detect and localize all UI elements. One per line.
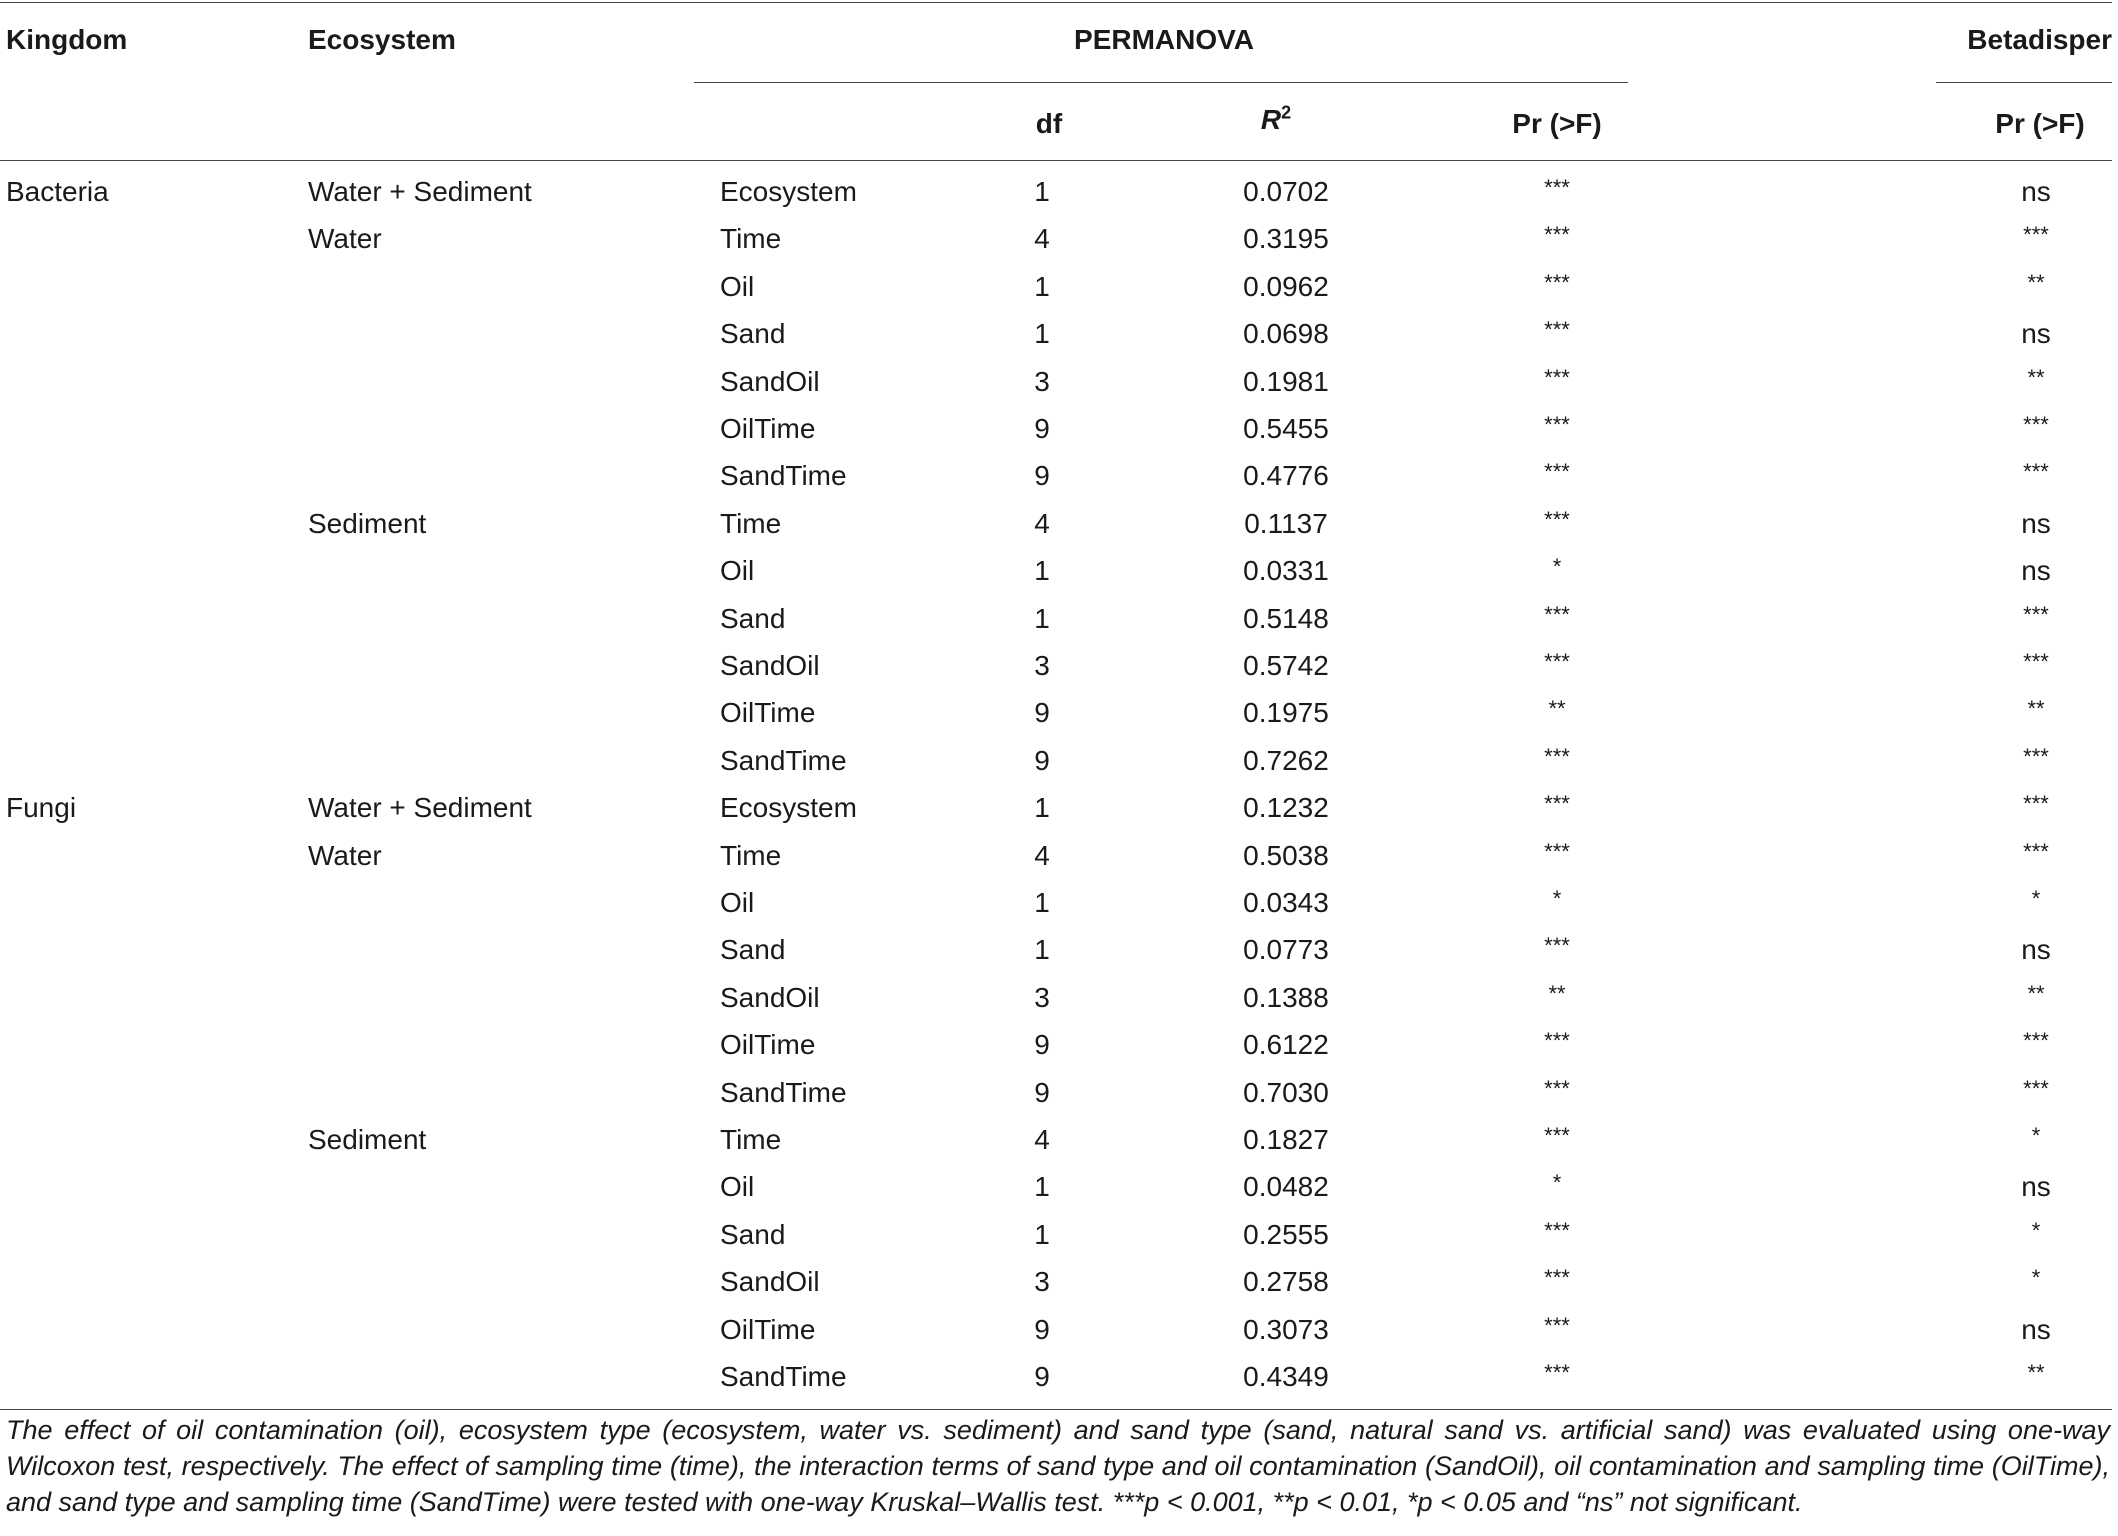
row-pr-f: ***	[1544, 175, 1570, 200]
row-df: 9	[1034, 1029, 1050, 1060]
row-factor: Sand	[720, 1219, 786, 1250]
table-row	[0, 1124, 2112, 1171]
header-pr-f-betadisper: Pr (>F)	[1995, 108, 2085, 139]
row-pr-f: ***	[1544, 1313, 1570, 1338]
row-pr-f: ***	[1544, 459, 1570, 484]
row-df: 3	[1034, 982, 1050, 1013]
table-row	[0, 318, 2112, 365]
row-factor: Ecosystem	[720, 792, 857, 823]
row-betadisper-pr-f: ns	[2021, 318, 2051, 349]
row-betadisper-pr-f: ns	[2021, 1171, 2051, 1202]
row-r2: 0.2555	[1243, 1219, 1329, 1250]
row-betadisper-pr-f: **	[2027, 981, 2045, 1006]
table-row	[0, 840, 2112, 887]
row-betadisper-pr-f: ***	[2023, 1076, 2049, 1101]
row-factor: Ecosystem	[720, 176, 857, 207]
table-row	[0, 366, 2112, 413]
table-row	[0, 223, 2112, 270]
row-df: 1	[1034, 555, 1050, 586]
row-pr-f: **	[1548, 981, 1566, 1006]
row-betadisper-pr-f: **	[2027, 696, 2045, 721]
row-df: 9	[1034, 697, 1050, 728]
row-factor: Oil	[720, 555, 755, 586]
row-factor: SandOil	[720, 366, 820, 397]
row-df: 9	[1034, 413, 1050, 444]
row-r2: 0.1975	[1243, 697, 1329, 728]
row-pr-f: ***	[1544, 1360, 1570, 1385]
row-betadisper-pr-f: *	[2031, 1265, 2041, 1290]
row-factor: OilTime	[720, 1314, 816, 1345]
row-df: 1	[1034, 934, 1050, 965]
row-factor: Oil	[720, 887, 755, 918]
row-betadisper-pr-f: ns	[2021, 176, 2051, 207]
row-factor: OilTime	[720, 413, 816, 444]
row-df: 1	[1034, 1171, 1050, 1202]
row-betadisper-pr-f: ***	[2023, 602, 2049, 627]
row-pr-f: *	[1552, 1170, 1562, 1195]
row-r2: 0.1981	[1243, 366, 1329, 397]
row-pr-f: ***	[1544, 1076, 1570, 1101]
row-betadisper-pr-f: ***	[2023, 791, 2049, 816]
table-row	[0, 1029, 2112, 1076]
row-r2: 0.1137	[1244, 508, 1328, 539]
row-r2: 0.3195	[1243, 223, 1329, 254]
row-pr-f: **	[1548, 696, 1566, 721]
table-row	[0, 745, 2112, 792]
table-row	[0, 697, 2112, 744]
table-row	[0, 887, 2112, 934]
table-row	[0, 176, 2112, 223]
row-betadisper-pr-f: ***	[2023, 744, 2049, 769]
row-factor: OilTime	[720, 1029, 816, 1060]
row-betadisper-pr-f: ***	[2023, 649, 2049, 674]
table-bottom-rule	[0, 1409, 2112, 1410]
row-pr-f: *	[1552, 554, 1562, 579]
permanova-subrule	[694, 82, 1628, 83]
betadisper-subrule	[1936, 82, 2112, 83]
row-factor: Time	[720, 1124, 782, 1155]
row-r2: 0.3073	[1243, 1314, 1329, 1345]
row-r2: 0.5455	[1243, 413, 1329, 444]
row-betadisper-pr-f: *	[2031, 1123, 2041, 1148]
header-r2-sup: 2	[1281, 102, 1292, 123]
row-pr-f: ***	[1544, 1218, 1570, 1243]
row-factor: SandOil	[720, 650, 820, 681]
table-row	[0, 792, 2112, 839]
row-df: 3	[1034, 650, 1050, 681]
row-pr-f: ***	[1544, 602, 1570, 627]
row-df: 9	[1034, 1361, 1050, 1392]
row-df: 4	[1034, 223, 1050, 254]
row-pr-f: ***	[1544, 1265, 1570, 1290]
row-betadisper-pr-f: ***	[2023, 412, 2049, 437]
table-row	[0, 982, 2112, 1029]
row-r2: 0.5148	[1243, 603, 1329, 634]
row-df: 4	[1034, 840, 1050, 871]
row-betadisper-pr-f: **	[2027, 365, 2045, 390]
row-pr-f: ***	[1544, 507, 1570, 532]
row-betadisper-pr-f: ***	[2023, 839, 2049, 864]
row-factor: SandTime	[720, 745, 847, 776]
table-row	[0, 1314, 2112, 1361]
row-ecosystem: Water	[308, 840, 382, 871]
row-r2: 0.4776	[1243, 460, 1329, 491]
row-df: 9	[1034, 460, 1050, 491]
row-df: 1	[1034, 176, 1050, 207]
row-ecosystem: Water	[308, 223, 382, 254]
row-betadisper-pr-f: *	[2031, 1218, 2041, 1243]
row-r2: 0.1232	[1243, 792, 1329, 823]
table-row	[0, 1171, 2112, 1218]
row-kingdom: Bacteria	[6, 176, 109, 207]
row-df: 3	[1034, 1266, 1050, 1297]
row-betadisper-pr-f: *	[2031, 886, 2041, 911]
row-betadisper-pr-f: ns	[2021, 934, 2051, 965]
table-row	[0, 1077, 2112, 1124]
table-row	[0, 413, 2112, 460]
row-betadisper-pr-f: ns	[2021, 555, 2051, 586]
row-df: 4	[1034, 1124, 1050, 1155]
table-footnote: The effect of oil contamination (oil), ecosystem type (ecosystem, water vs. sediment) and sand type (sand, natural sand vs. artificial sand) was evaluated using one-way Wilcoxon test, respectively. The effect of sampling time (time), the interaction terms of sand type and oil contamination (SandOil), oil contamination and sampling time (OilTime), and sand type and sampling time (SandTime) were tested with one-way Kruskal–Wallis test. ***p < 0.001, **p < 0.01, *p < 0.05 and “ns” not significant.	[6, 1415, 2110, 1517]
table-row	[0, 271, 2112, 318]
row-factor: Time	[720, 223, 782, 254]
row-ecosystem: Sediment	[308, 1124, 427, 1155]
row-factor: SandTime	[720, 460, 847, 491]
header-betadisper: Betadisper	[1967, 24, 2112, 55]
row-factor: Time	[720, 840, 782, 871]
row-factor: Oil	[720, 271, 755, 302]
row-pr-f: ***	[1544, 744, 1570, 769]
row-betadisper-pr-f: **	[2027, 1360, 2045, 1385]
row-betadisper-pr-f: ***	[2023, 222, 2049, 247]
row-r2: 0.0773	[1243, 934, 1329, 965]
row-betadisper-pr-f: **	[2027, 270, 2045, 295]
row-r2: 0.6122	[1243, 1029, 1329, 1060]
row-betadisper-pr-f: ns	[2021, 1314, 2051, 1345]
row-pr-f: ***	[1544, 412, 1570, 437]
row-df: 9	[1034, 1314, 1050, 1345]
row-pr-f: ***	[1544, 649, 1570, 674]
row-factor: SandTime	[720, 1077, 847, 1108]
row-df: 1	[1034, 271, 1050, 302]
table-top-rule	[0, 2, 2112, 3]
row-r2: 0.0343	[1243, 887, 1329, 918]
row-df: 1	[1034, 318, 1050, 349]
row-df: 9	[1034, 745, 1050, 776]
header-kingdom: Kingdom	[6, 24, 128, 55]
row-r2: 0.0482	[1243, 1171, 1329, 1202]
row-ecosystem: Water + Sediment	[308, 792, 532, 823]
row-df: 4	[1034, 508, 1050, 539]
row-r2: 0.1388	[1243, 982, 1329, 1013]
row-factor: Oil	[720, 1171, 755, 1202]
row-r2: 0.7030	[1243, 1077, 1329, 1108]
row-df: 3	[1034, 366, 1050, 397]
row-pr-f: ***	[1544, 791, 1570, 816]
row-betadisper-pr-f: ns	[2021, 508, 2051, 539]
row-factor: SandOil	[720, 982, 820, 1013]
row-factor: Sand	[720, 934, 786, 965]
table-row	[0, 603, 2112, 650]
row-df: 1	[1034, 1219, 1050, 1250]
row-r2: 0.0698	[1243, 318, 1329, 349]
row-r2: 0.1827	[1243, 1124, 1329, 1155]
row-betadisper-pr-f: ***	[2023, 1028, 2049, 1053]
row-pr-f: ***	[1544, 270, 1570, 295]
row-pr-f: ***	[1544, 222, 1570, 247]
row-r2: 0.2758	[1243, 1266, 1329, 1297]
header-bottom-rule	[0, 160, 2112, 161]
row-ecosystem: Water + Sediment	[308, 176, 532, 207]
row-ecosystem: Sediment	[308, 508, 427, 539]
row-pr-f: ***	[1544, 839, 1570, 864]
row-df: 1	[1034, 603, 1050, 634]
row-df: 1	[1034, 887, 1050, 918]
row-pr-f: ***	[1544, 317, 1570, 342]
table-row	[0, 1361, 2112, 1408]
row-df: 1	[1034, 792, 1050, 823]
table-row	[0, 1266, 2112, 1313]
row-df: 9	[1034, 1077, 1050, 1108]
row-factor: Sand	[720, 603, 786, 634]
row-pr-f: ***	[1544, 1123, 1570, 1148]
table-row	[0, 650, 2112, 697]
row-pr-f: ***	[1544, 365, 1570, 390]
row-pr-f: *	[1552, 886, 1562, 911]
table-row	[0, 460, 2112, 507]
table-row	[0, 508, 2112, 555]
row-factor: OilTime	[720, 697, 816, 728]
row-betadisper-pr-f: ***	[2023, 459, 2049, 484]
row-r2: 0.4349	[1243, 1361, 1329, 1392]
table-row	[0, 1219, 2112, 1266]
row-r2: 0.5742	[1243, 650, 1329, 681]
table-row	[0, 934, 2112, 981]
row-factor: SandTime	[720, 1361, 847, 1392]
header-permanova: PERMANOVA	[1074, 24, 1254, 55]
header-pr-f: Pr (>F)	[1512, 108, 1602, 139]
table-row	[0, 555, 2112, 602]
header-ecosystem: Ecosystem	[308, 24, 456, 55]
row-r2: 0.0331	[1243, 555, 1329, 586]
row-r2: 0.5038	[1243, 840, 1329, 871]
row-factor: Time	[720, 508, 782, 539]
row-kingdom: Fungi	[6, 792, 77, 823]
row-pr-f: ***	[1544, 1028, 1570, 1053]
row-r2: 0.0962	[1243, 271, 1329, 302]
header-df: df	[1035, 108, 1063, 139]
row-factor: SandOil	[720, 1266, 820, 1297]
row-r2: 0.7262	[1243, 745, 1329, 776]
row-factor: Sand	[720, 318, 786, 349]
row-pr-f: ***	[1544, 933, 1570, 958]
row-r2: 0.0702	[1243, 176, 1329, 207]
header-r2-base: R	[1260, 104, 1282, 135]
header-r2	[1261, 104, 1291, 136]
